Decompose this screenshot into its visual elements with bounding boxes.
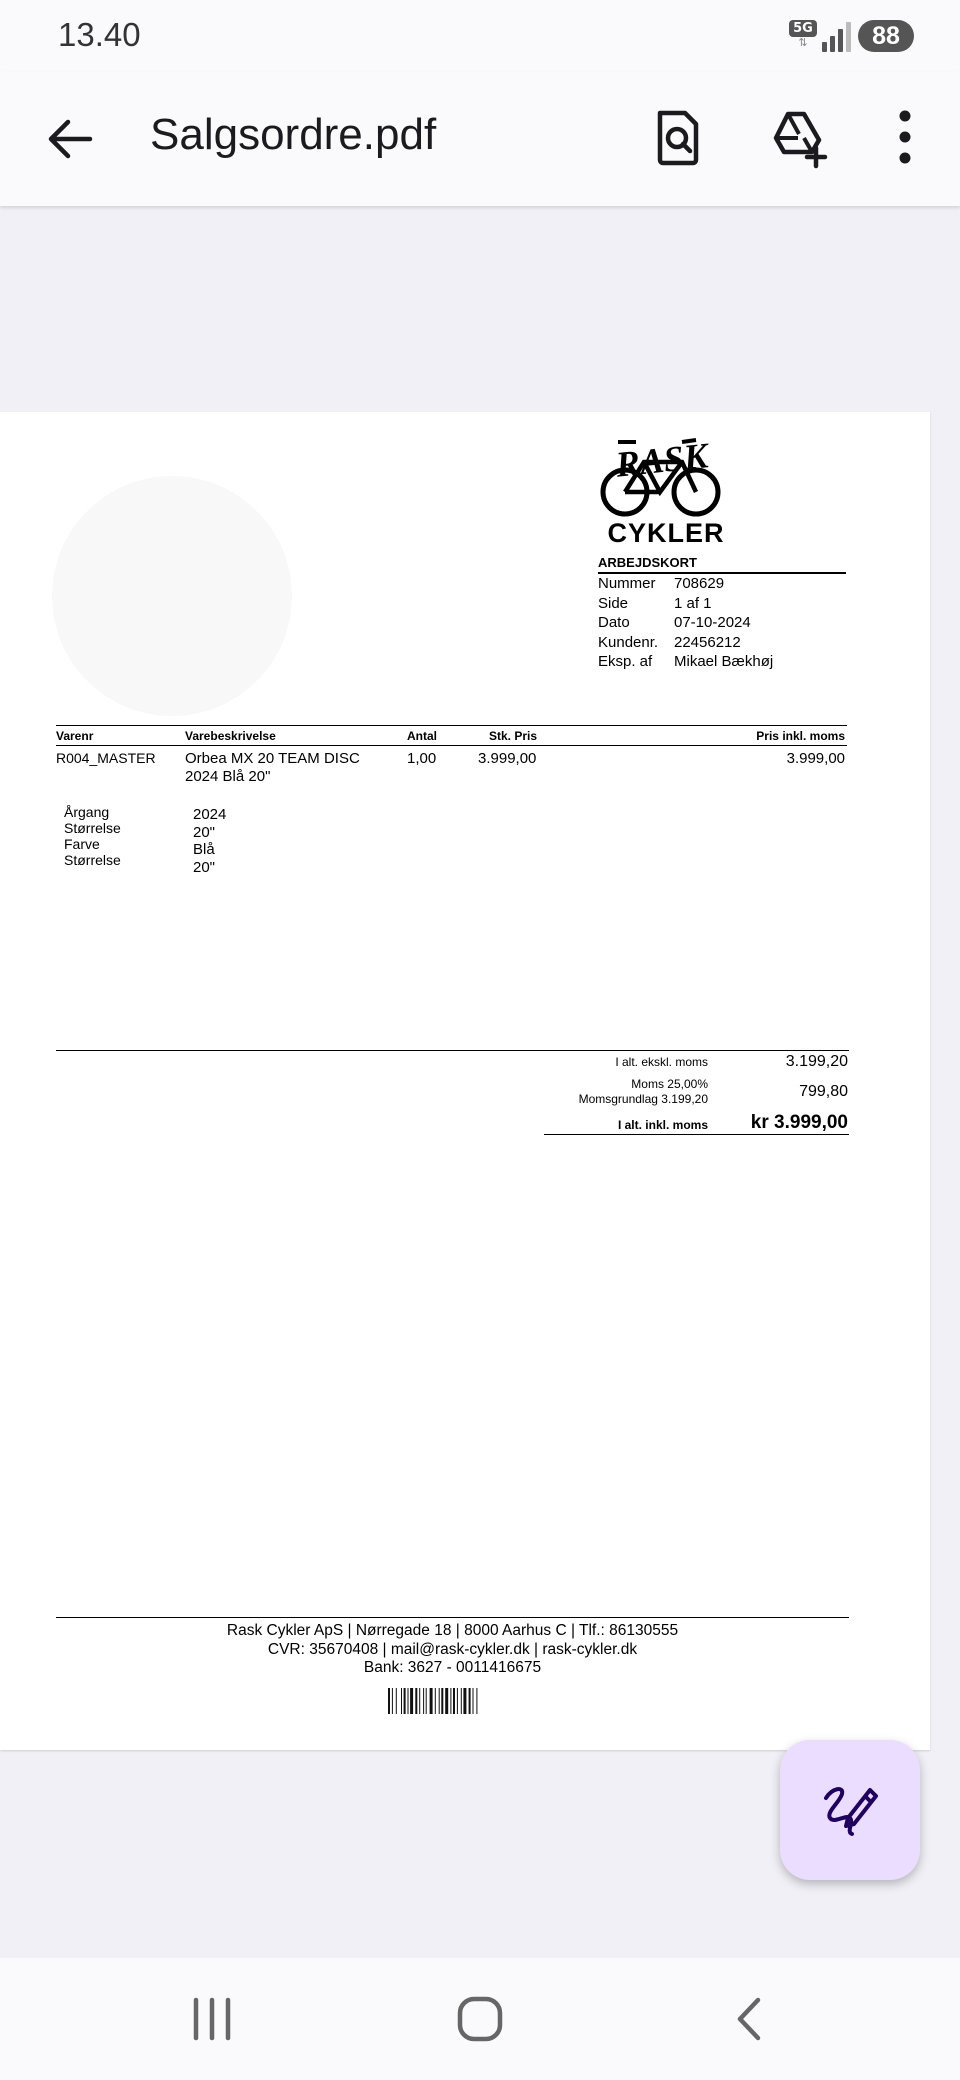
rask-cykler-logo [596,432,736,548]
home-button[interactable] [450,1992,510,2046]
nav-back-button[interactable] [720,1992,780,2046]
app-bar [0,72,960,206]
item-description-1: Orbea MX 20 TEAM DISC [185,750,360,767]
item-no: R004_MASTER [56,750,156,766]
network-5g-icon [789,20,817,50]
attribute-values: 2024 20" Blå 20" [193,806,227,876]
edit-signature-icon [818,1778,882,1842]
vat-base-label: Momsgrundlag 3.199,20 [578,1092,708,1106]
table-header [56,725,847,746]
footer [56,1622,849,1678]
more-options-button[interactable] [870,102,940,172]
col-qty: Antal [407,729,437,743]
total-incl-value: kr 3.999,00 [750,1112,848,1133]
total-incl-label: I alt. inkl. moms [617,1118,708,1132]
col-item-no: Varenr [56,729,94,743]
add-to-drive-button[interactable] [764,102,834,172]
footer-line-2: CVR: 35670408 | mail@rask-cykler.dk | rask-cykler.dk [267,1640,638,1658]
total-excl-label: I alt. ekskl. moms [615,1055,708,1069]
logo-text-bottom: CYKLER [607,518,725,548]
back-icon [720,1992,780,2046]
totals-divider [56,1050,849,1051]
data-arrows-icon: ⇅ [798,36,808,49]
totals-bottom-divider [544,1134,849,1135]
find-in-document-button[interactable] [643,102,713,172]
annotate-button[interactable] [780,1740,920,1880]
col-description: Varebeskrivelse [185,729,276,743]
footer-divider [56,1617,849,1618]
item-description-2: 2024 Blå 20" [185,768,271,785]
network-label: 5G [789,20,817,37]
footer-line-1: Rask Cykler ApS | Nørregade 18 | 8000 Aarhus C | Tlf.: 86130555 [226,1622,679,1639]
back-button[interactable] [40,108,102,170]
vat-label: Moms 25,00% [631,1077,708,1091]
status-time: 13.40 [58,16,141,53]
pdf-page[interactable] [0,412,930,1750]
status-bar [0,0,960,72]
logo-text-top: RASK [613,435,710,485]
item-unit-price: 3.999,00 [478,750,537,767]
more-vert-icon [870,102,940,172]
barcode [388,1688,508,1714]
table-row [56,748,847,788]
vat-value: 799,80 [799,1083,848,1100]
battery-icon: 88 [858,20,914,52]
col-unit-price: Stk. Pris [489,729,538,743]
footer-line-3: Bank: 3627 - 0011416675 [363,1659,542,1676]
document-title: Salgsordre.pdf [150,110,437,159]
add-to-drive-icon [764,102,834,172]
attribute-labels: Årgang Størrelse Farve Størrelse [64,804,121,868]
total-excl-value: 3.199,20 [785,1053,848,1070]
item-total: 3.999,00 [786,750,845,767]
navigation-bar [0,1958,960,2080]
recent-apps-button[interactable] [182,1992,242,2046]
col-total: Pris inkl. moms [756,729,845,743]
home-icon [450,1992,510,2046]
document-type: ARBEJDSKORT [598,555,846,574]
recent-apps-icon [182,1992,242,2046]
signal-icon [822,20,852,52]
watermark-circle [52,476,292,716]
back-arrow-icon [40,108,102,170]
item-qty: 1,00 [407,750,437,767]
search-document-icon [643,102,713,172]
document-meta: Nummer 708629 Side 1 af 1 Dato 07-10-2024 Kundenr. 22456212 Eksp. af Mikael Bækhøj [598,575,774,670]
